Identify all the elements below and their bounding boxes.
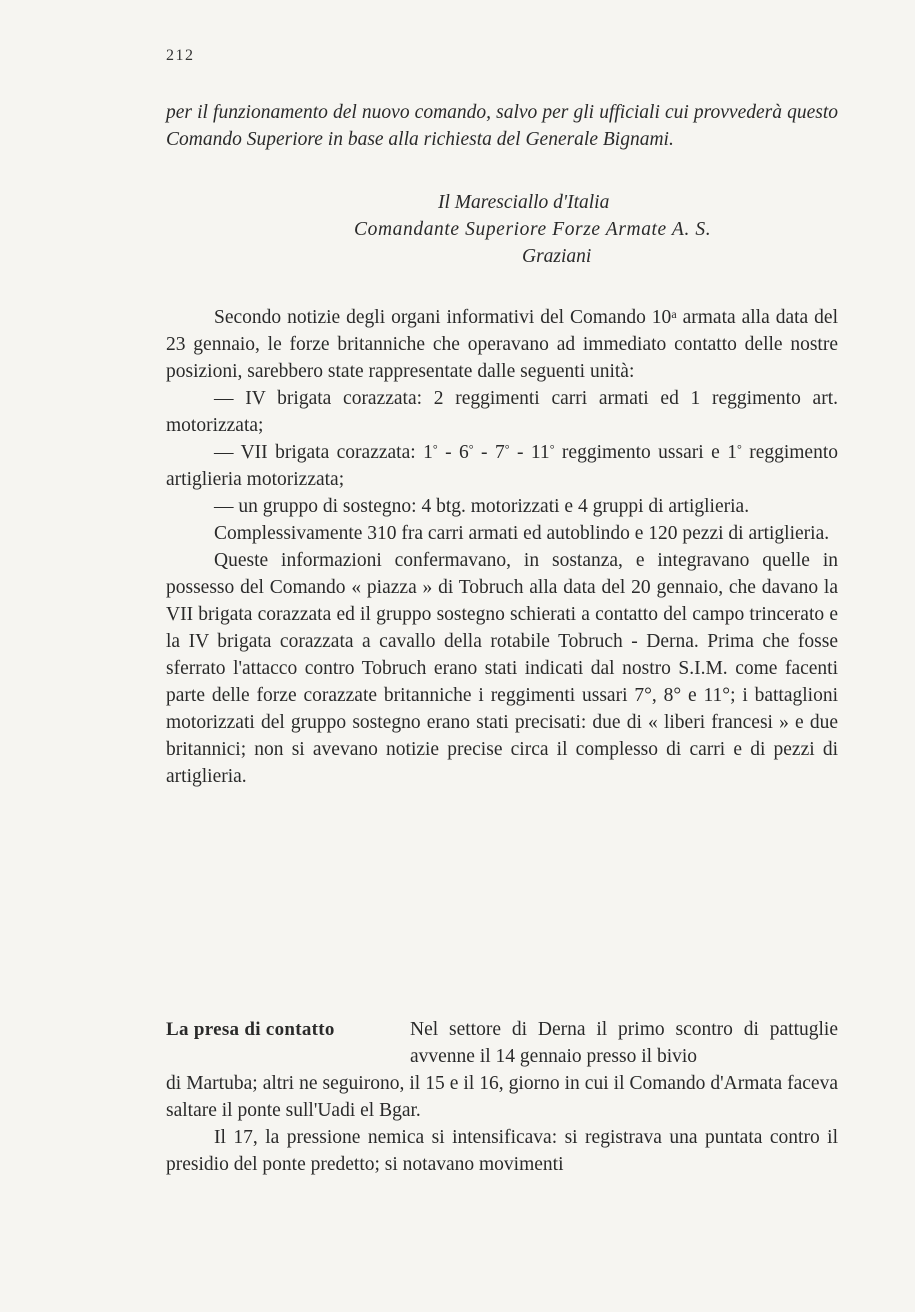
list-item-support-group: — un gruppo di sostegno: 4 btg. motorizzati e 4 gruppi di artiglieria.	[214, 496, 750, 517]
list-item-vii-brigade	[166, 439, 838, 493]
letter-closing-paragraph	[166, 99, 838, 153]
degree-mark: °	[468, 442, 474, 456]
paragraph-confirmation: Queste informazioni confermavano, in sostanza, e integravano quelle in possesso del Comando « piazza » di Tobruch alla data del 20 gennaio, che davano la VII brigata corazzata ed il gruppo sostegno schierati a contatto del campo trincerato e la IV brigata corazzata a cavallo della rotabile Tobruch - Derna. Prima che fosse sferrato l'attacco contro Tobruch erano stati indicati dal nostro S.I.M. come facenti parte delle forze corazzate britanniche i reggimenti ussari 7°, 8° e 11°; i battaglioni motorizzati del gruppo sostegno erano stati precisati: due di « liberi francesi » e due britannici; non si avevano notizie precise circa il complesso di carri e di pezzi di artiglieria.	[166, 550, 838, 787]
section-continuation: di Martuba; altri ne seguirono, il 15 e il 16, giorno in cui il Comando d'Armata faceva saltare il ponte sull'Uadi el Bgar.	[166, 1073, 838, 1121]
signature-title: Comandante Superiore Forze Armate A. S.	[354, 219, 712, 240]
vii-text-b: - 6	[437, 442, 469, 463]
vii-text-a: — VII brigata corazzata: 1	[214, 442, 433, 463]
degree-mark: °	[432, 442, 438, 456]
signature-name: Graziani	[522, 246, 592, 267]
degree-mark: °	[736, 442, 742, 456]
signature-rank: Il Maresciallo d'Italia	[438, 192, 610, 213]
section-paragraph-17: Il 17, la pressione nemica si intensificava: si registrava una puntata contro il presidio del ponte predetto; si notavano movimenti	[166, 1127, 838, 1175]
paragraph-intelligence	[166, 304, 838, 385]
vii-text-f: reggimento artiglieria motorizzata;	[166, 442, 839, 490]
degree-mark: °	[504, 442, 510, 456]
vii-text-d: - 11	[509, 442, 550, 463]
main-body	[166, 304, 838, 790]
vii-text-c: - 7	[473, 442, 505, 463]
section-lead-text: Nel settore di Derna il primo scontro di pattuglie avvenne il 14 gennaio presso il bivio	[410, 1019, 838, 1067]
section-heading: La presa di contatto	[166, 1019, 335, 1040]
letter-closing-text: per il funzionamento del nuovo comando, salvo per gli ufficiali cui provvederà questo Comando Superiore in base alla richiesta del Generale Bignami.	[166, 102, 838, 150]
section-body	[166, 1070, 838, 1178]
superscript-a: a	[671, 307, 677, 321]
page-number: 212	[166, 47, 195, 64]
paragraph-intelligence-text-b: armata alla data del 23 gennaio, le forze britanniche che operavano ad immediato contatto delle nostre posizioni, sarebbero state rappresentate dalle seguenti unità:	[166, 307, 838, 382]
vii-text-e: reggimento ussari e 1	[554, 442, 737, 463]
list-item-iv-brigade: — IV brigata corazzata: 2 reggimenti carri armati ed 1 reggimento art. motorizzata;	[166, 388, 838, 436]
paragraph-totals: Complessivamente 310 fra carri armati ed autoblindo e 120 pezzi di artiglieria.	[214, 523, 830, 544]
paragraph-intelligence-text-a: Secondo notizie degli organi informativi del Comando 10	[214, 307, 672, 328]
degree-mark: °	[549, 442, 555, 456]
